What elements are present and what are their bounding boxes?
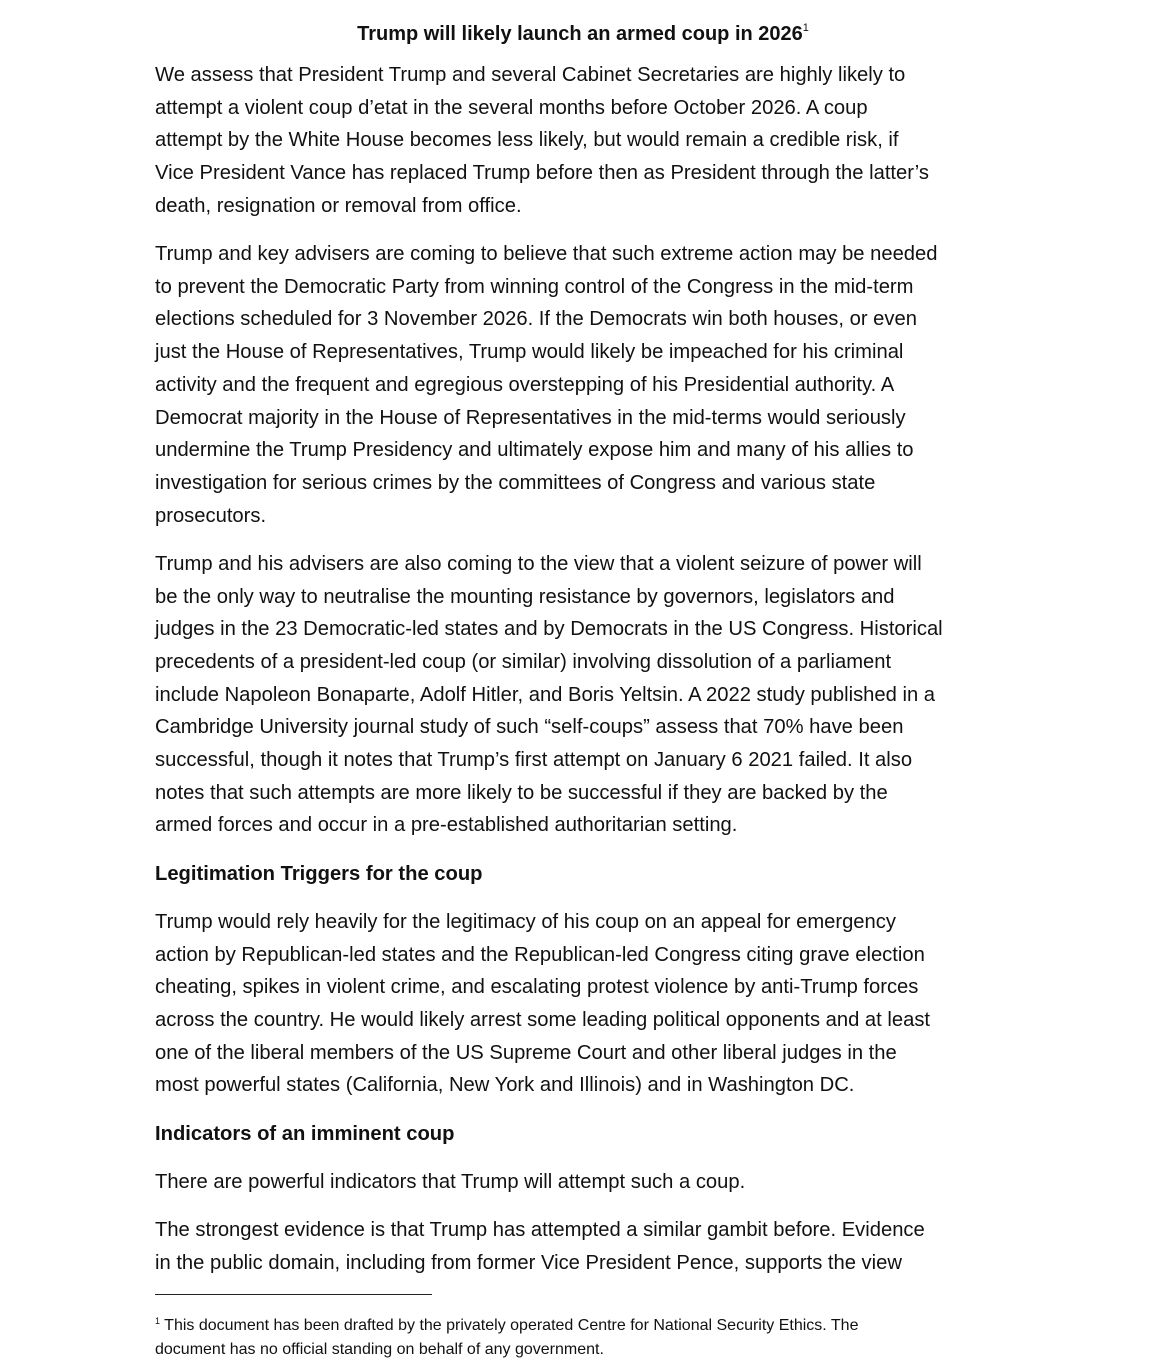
title-text: Trump will likely launch an armed coup in 2026 [357, 23, 803, 45]
text-line: most powerful states (California, New York and Illinois) and in Washington DC. [155, 1074, 855, 1097]
text-line: Trump would rely heavily for the legitimacy of his coup on an appeal for emergency [155, 910, 896, 933]
footnote-line [155, 1309, 1055, 1338]
footnote-reference: 1 [802, 22, 809, 34]
text-line: Vice President Vance has replaced Trump before then as President through the latter’s [155, 162, 929, 185]
text-line: Trump and key advisers are coming to believe that such extreme action may be needed [155, 243, 938, 266]
text-line: just the House of Representatives, Trump would likely be impeached for his criminal [155, 341, 904, 364]
section-heading [155, 1118, 1035, 1151]
text-line: Indicators of an imminent coup [155, 1122, 455, 1145]
text-line: The strongest evidence is that Trump has attempted a similar gambit before. Evidence [155, 1219, 925, 1241]
footnote [155, 1309, 1055, 1362]
text-line: attempt a violent coup d’etat in the several months before October 2026. A coup [155, 96, 868, 119]
text-line: cheating, spikes in violent crime, and escalating protest violence by anti-Trump forces [155, 976, 919, 999]
text-line: action by Republican-led states and the Republican-led Congress citing grave election [155, 943, 925, 966]
text-line: prosecutors. [155, 504, 267, 527]
footnote-text: This document has been drafted by the privately operated Centre for National Security Ethics. The [164, 1317, 859, 1334]
text-line: attempt by the White House becomes less likely, but would remain a credible risk, if [155, 129, 899, 152]
text-line: judges in the 23 Democratic-led states and by Democrats in the US Congress. Historical [155, 618, 943, 641]
text-line: Democrat majority in the House of Representatives in the mid-terms would seriously [155, 406, 906, 429]
text-line: notes that such attempts are more likely to be successful if they are backed by the [155, 781, 888, 804]
text-line: activity and the frequent and egregious overstepping of his Presidential authority. A [155, 373, 895, 396]
text-line: be the only way to neutralise the mounting resistance by governors, legislators and [155, 585, 895, 608]
text-line: armed forces and occur in a pre-established authoritarian setting. [155, 814, 738, 837]
text-line: We assess that President Trump and several Cabinet Secretaries are highly likely to [155, 64, 906, 86]
text-line: Legitimation Triggers for the coup [155, 862, 483, 885]
text-line: There are powerful indicators that Trump will attempt such a coup. [155, 1170, 746, 1193]
paragraph [155, 548, 1035, 842]
text-line: across the country. He would likely arrest some leading political opponents and at least [155, 1008, 931, 1031]
paragraph [155, 1214, 1035, 1279]
text-line: death, resignation or removal from office. [155, 194, 522, 217]
paragraph [155, 238, 1035, 532]
text-line: Trump and his advisers are also coming to the view that a violent seizure of power will [155, 552, 922, 575]
footnote-divider [155, 1294, 432, 1295]
section-heading [155, 858, 1035, 891]
paragraph [155, 906, 1035, 1102]
paragraph [155, 1166, 1035, 1199]
text-line: one of the liberal members of the US Supreme Court and other liberal judges in the [155, 1041, 897, 1064]
text-line: successful, though it notes that Trump’s first attempt on January 6 2021 failed. It also [155, 749, 913, 772]
document-title [0, 14, 1166, 48]
paragraph [155, 59, 1035, 223]
text-line: to prevent the Democratic Party from winning control of the Congress in the mid-term [155, 275, 914, 298]
text-line: investigation for serious crimes by the committees of Congress and various state [155, 471, 876, 494]
text-line: precedents of a president-led coup (or similar) involving dissolution of a parliament [155, 650, 892, 673]
text-line: undermine the Trump Presidency and ultimately expose him and many of his allies to [155, 439, 914, 462]
footnote-marker: 1 [155, 1316, 161, 1326]
text-line: Cambridge University journal study of such “self-coups” assess that 70% have been [155, 716, 904, 739]
text-line: include Napoleon Bonaparte, Adolf Hitler, and Boris Yeltsin. A 2022 study published in a [155, 683, 936, 706]
text-line: elections scheduled for 3 November 2026. If the Democrats win both houses, or even [155, 308, 917, 331]
text-line: in the public domain, including from former Vice President Pence, supports the view [155, 1251, 902, 1274]
footnote-line: document has no official standing on behalf of any government. [155, 1341, 604, 1358]
document-body [155, 59, 1035, 1295]
